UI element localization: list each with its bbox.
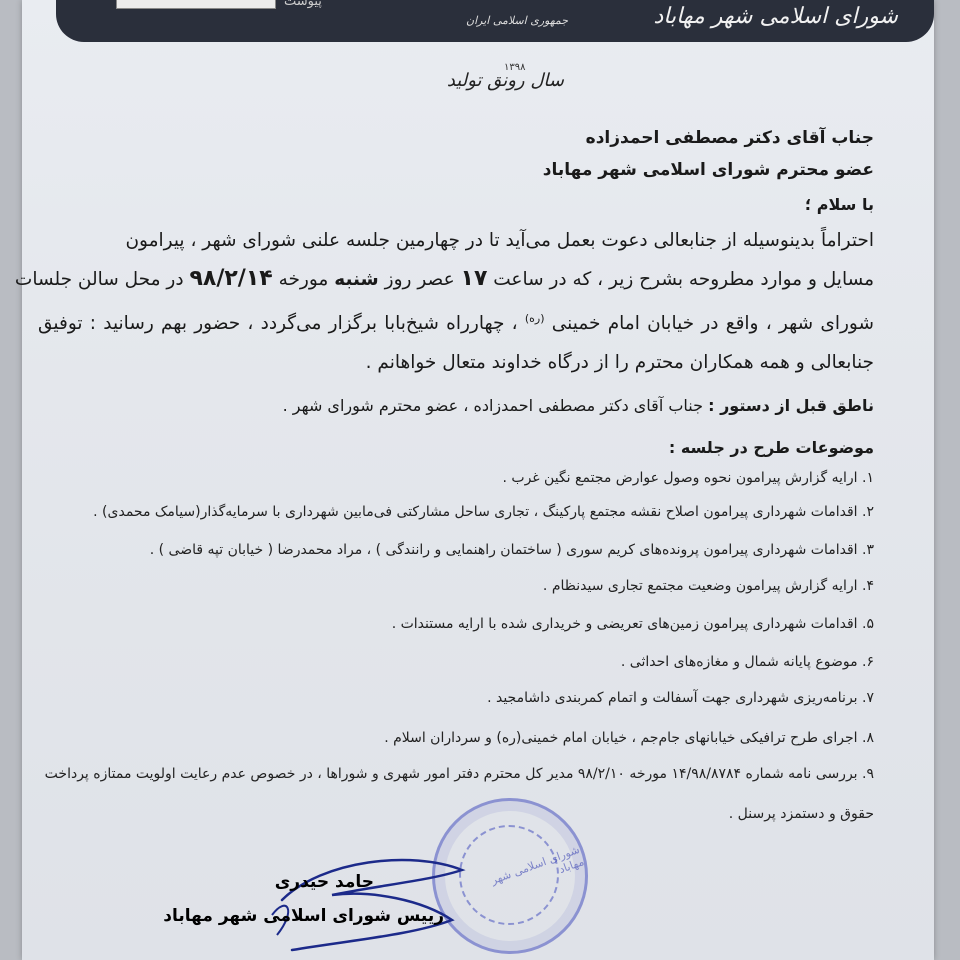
topic-item: ۹. بررسی نامه شماره ۱۴/۹۸/۸۷۸۴ مورخه ۹۸/۲/۱۰ مدیر کل محترم دفتر امور شهری و شوراها ، در خصوص عدم رعایت اولویت ممتازه پرداخت [44, 766, 874, 782]
recipient-title: عضو محترم شورای اسلامی شهر مهاباد [542, 160, 874, 180]
handwritten-signature [262, 840, 472, 960]
topic-item: ۱. ارایه گزارش پیرامون نحوه وصول عوارض مجتمع نگین غرب . [502, 470, 874, 486]
meeting-day: شنبه [334, 269, 379, 290]
paragraph-line-3: شورای شهر ، واقع در خیابان امام خمینی $^{(ره)}$ ، چهارراه شیخ‌بابا برگزار می‌گردد ، حضور بهم رسانید : توفیق [38, 312, 874, 335]
letter-paper [14, 0, 934, 960]
slogan-text: سال رونق تولید [446, 70, 564, 91]
speaker-line [283, 396, 874, 415]
topic-item-continuation: حقوق و دستمزد پرسنل . [728, 806, 874, 822]
attachment-field [116, 0, 276, 9]
speaker-label: ناطق قبل از دستور : [708, 396, 874, 415]
paragraph-line-2: مسایل و موارد مطروحه بشرح زیر ، که در ساعت ۱۷ عصر روز شنبه مورخه ۹۸/۲/۱۴ در محل سالن جلسات [14, 266, 874, 291]
paragraph-line-4: جنابعالی و همه همکاران محترم را از درگاه خداوند متعال خواهانم . [365, 352, 874, 373]
topic-item: ۶. موضوع پایانه شمال و مغازه‌های احداثی . [620, 654, 874, 670]
topic-item: ۳. اقدامات شهرداری پیرامون پرونده‌های کریم سوری ( ساختمان راهنمایی و رانندگی ) ، مراد محمدرضا ( خیابان تپه قاضی ) . [149, 542, 874, 558]
meeting-date: ۹۸/۲/۱۴ [189, 266, 273, 291]
meeting-hour: ۱۷ [460, 266, 488, 291]
topic-item: ۸. اجرای طرح ترافیکی خیابانهای جام‌جم ، خیابان امام خمینی(ره) و سرداران اسلام . [384, 730, 874, 746]
topic-item: ۲. اقدامات شهرداری پیرامون اصلاح نقشه مجتمع پارکینگ ، تجاری ساحل مشارکتی فی‌مابین شهرداری با سرمایه‌گذار(سیامک محمدی) . [93, 504, 874, 520]
republic-name: جمهوری اسلامی ایران [466, 14, 569, 27]
attachment-label: پیوست [284, 0, 322, 9]
signatory-title: رییس شورای اسلامی شهر مهاباد [163, 906, 444, 926]
speaker-text: جناب آقای دکتر مصطفی احمدزاده ، عضو محترم شورای شهر . [282, 396, 704, 415]
paragraph-line-1: احتراماً بدینوسیله از جنابعالی دعوت بعمل می‌آید تا در چهارمین جلسه علنی شورای شهر ، پیرامون [125, 230, 874, 251]
slogan-year: ۱۳۹۸ [504, 62, 526, 73]
topics-heading: موضوعات طرح در جلسه : [668, 438, 874, 457]
topic-item: ۷. برنامه‌ریزی شهرداری جهت آسفالت و اتمام کمربندی داشامجید . [487, 690, 874, 706]
year-slogan [422, 64, 572, 100]
council-name: شورای اسلامی شهر مهاباد [653, 4, 898, 29]
letterhead-banner [56, 0, 934, 42]
greeting: با سلام ؛ [804, 195, 874, 214]
signatory-name: حامد حیدری [274, 872, 374, 892]
stamp-text: شورای اسلامی شهر مهاباد [489, 842, 586, 887]
recipient-name: جناب آقای دکتر مصطفی احمدزاده [585, 128, 874, 148]
topic-item: ۵. اقدامات شهرداری پیرامون زمین‌های تعریضی و خریداری شده با ارایه مستندات . [391, 616, 874, 632]
topic-item: ۴. ارایه گزارش پیرامون وضعیت مجتمع تجاری سیدنظام . [542, 578, 874, 594]
